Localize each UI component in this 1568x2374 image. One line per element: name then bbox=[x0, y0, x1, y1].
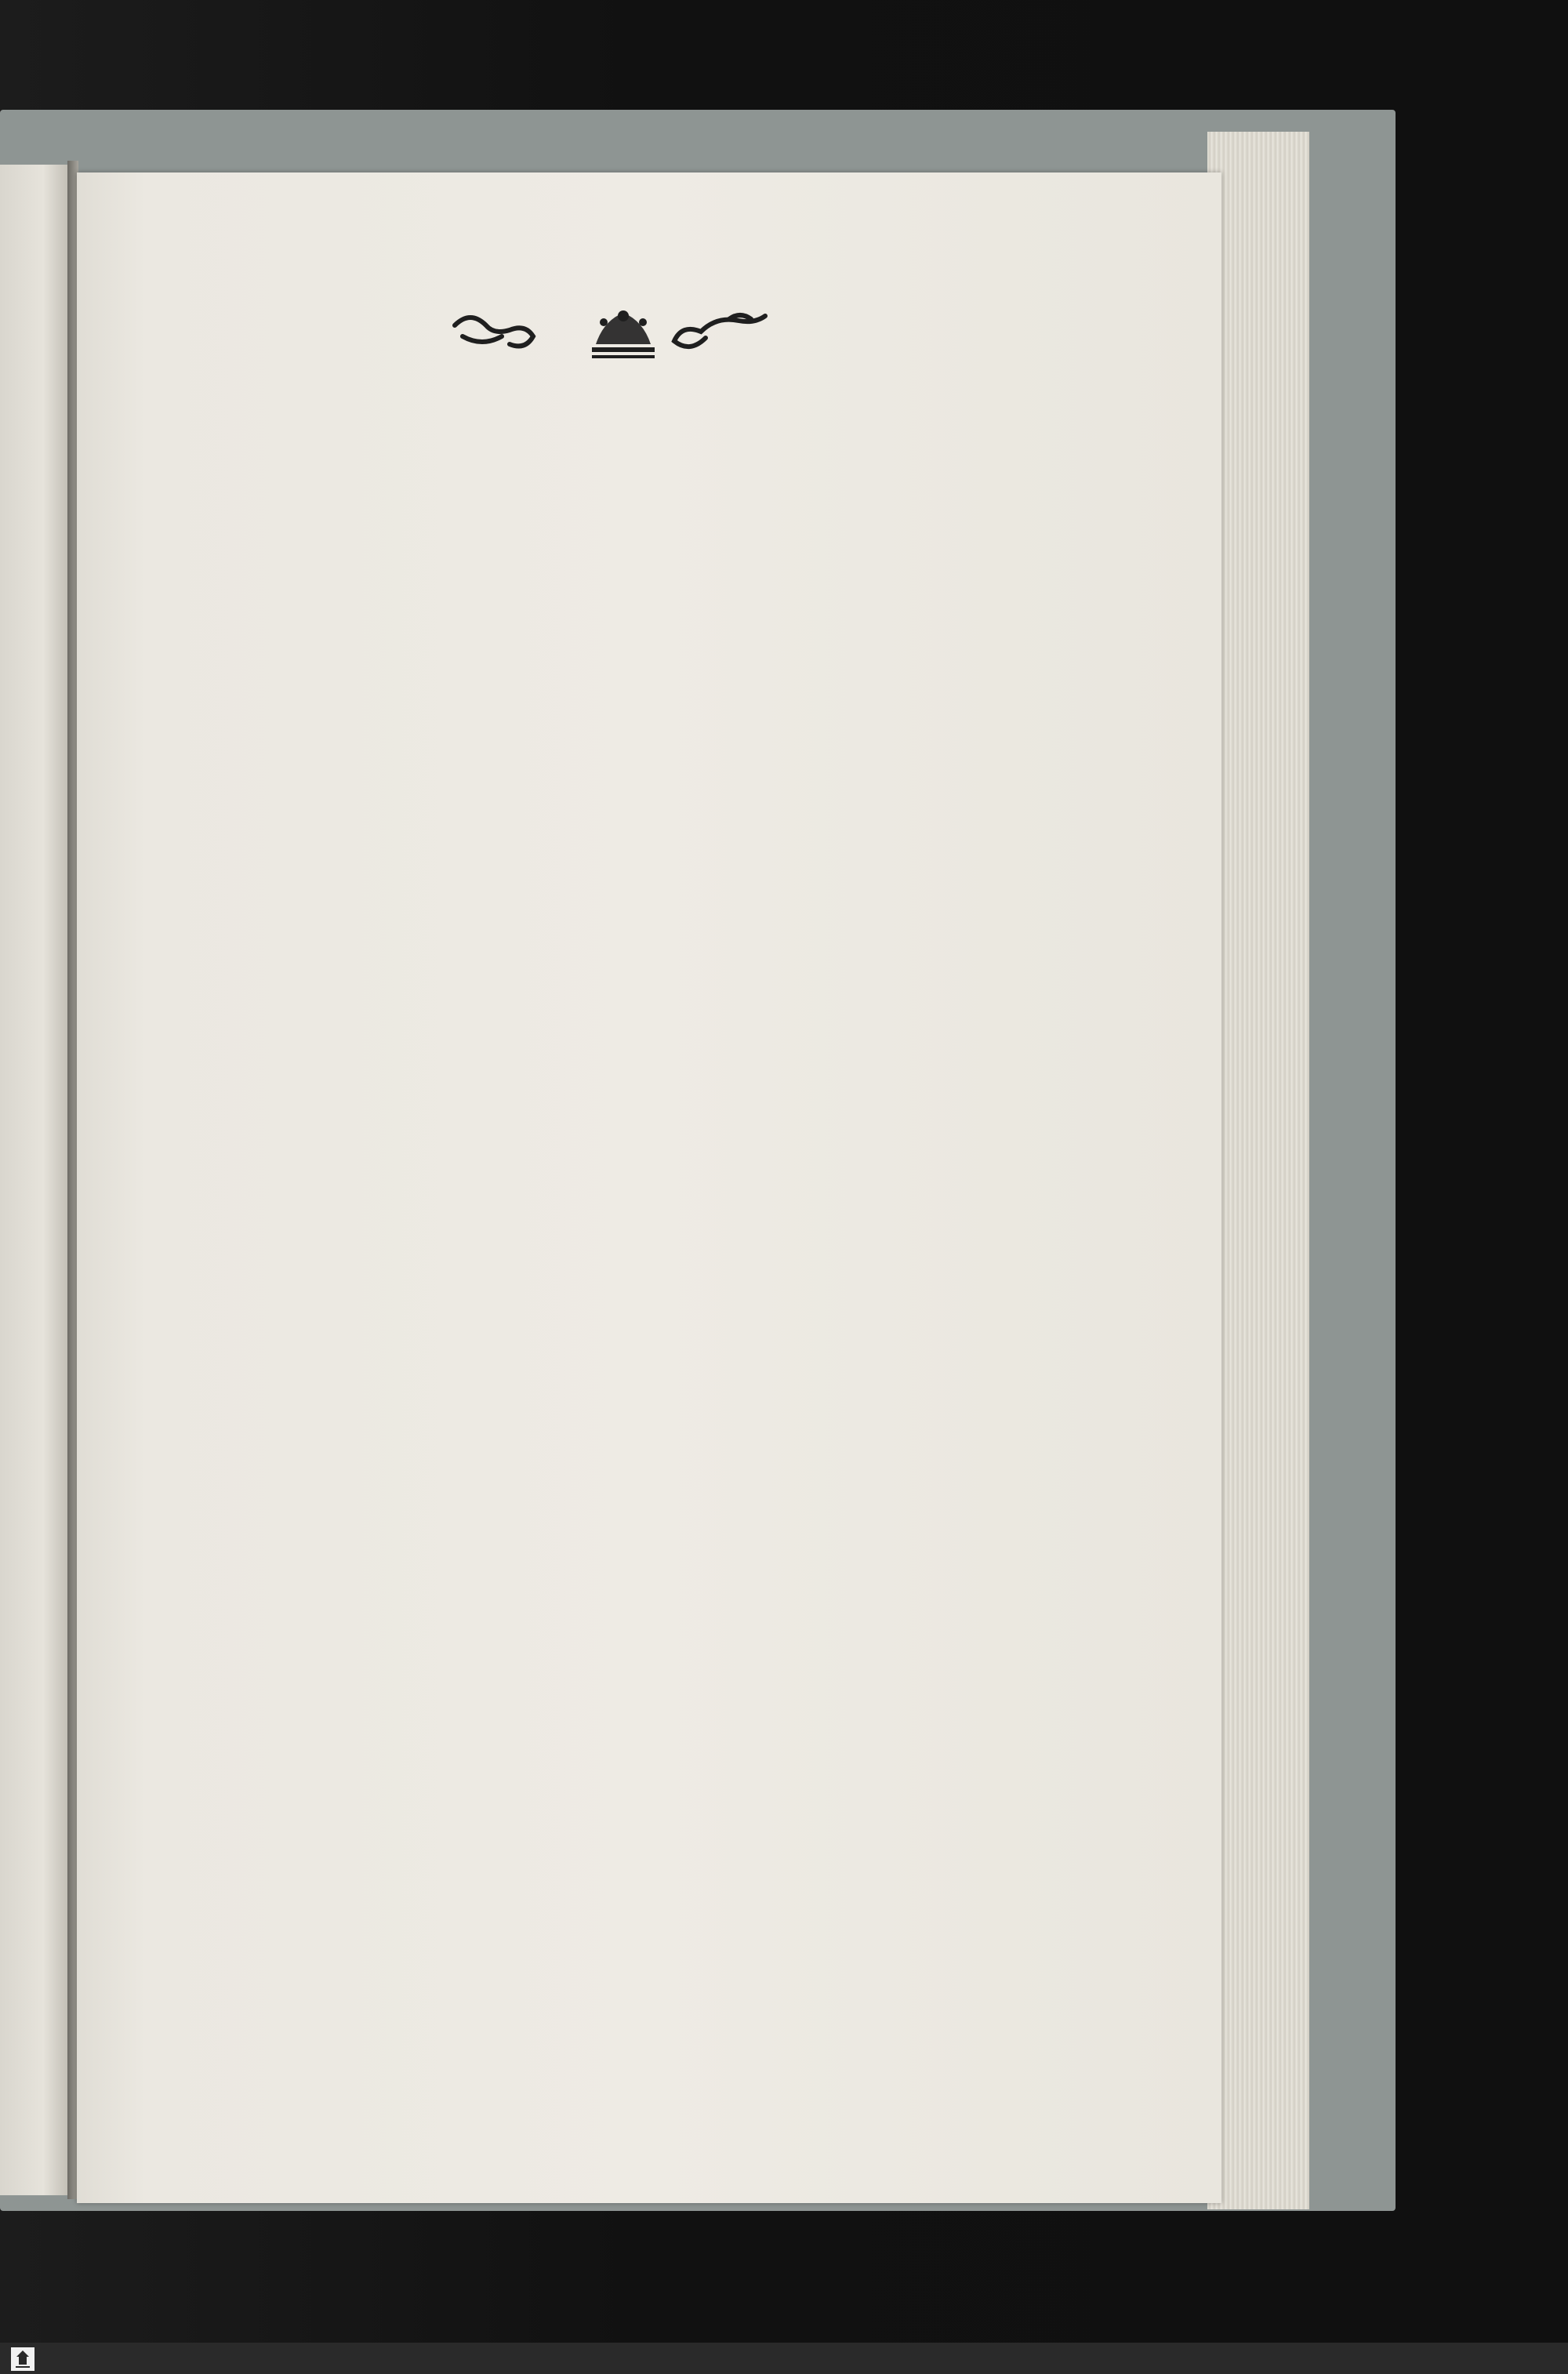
institution-logo-icon bbox=[11, 2347, 34, 2371]
footer-bar bbox=[0, 2343, 1568, 2374]
left-page-edge bbox=[0, 165, 72, 2195]
section-heading-166 bbox=[176, 474, 1054, 553]
page-text bbox=[176, 396, 1054, 609]
page-edges bbox=[1207, 132, 1309, 2209]
headpiece-ornament bbox=[447, 302, 792, 365]
catchword bbox=[176, 553, 1054, 609]
section-heading-165 bbox=[176, 396, 1054, 474]
